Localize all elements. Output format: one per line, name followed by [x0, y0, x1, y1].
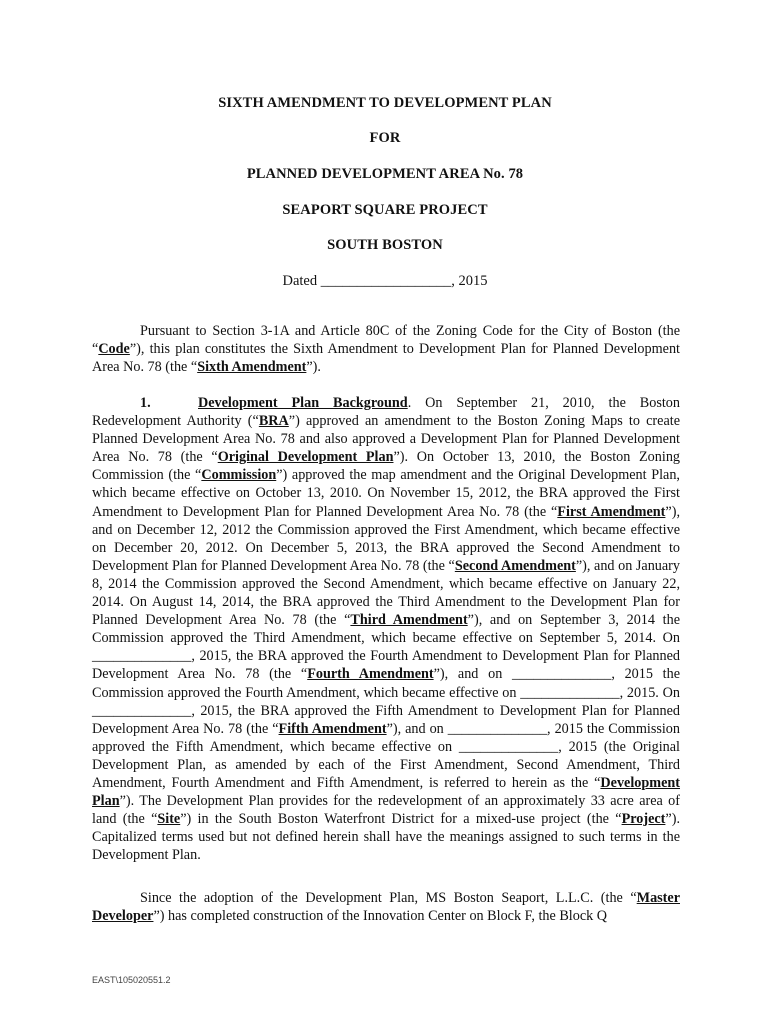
section-1-paragraph: 1. Development Plan Background. On September 21, 2010, the Boston Redevelopment Authority (“BRA”) approved an amendment to the Boston Zoning Maps to create Planned Development Area No. 78 and also approved a Development Plan for Planned Development Area No. 78 (the “Original Development Plan”). On October 13, 2010, the Boston Zoning Commission (the “Commission”) approved the map amendment and the Original Development Plan, which became effective on October 13, 2010. On November 15, 2012, the BRA approved the First Amendment to Development Plan for Planned Development Area No. 78 (the “First Amendment”), and on December 12, 2012 the Commission approved the First Amendment, which became effective on December 20, 2012. On December 5, 2013, the BRA approved the Second Amendment to Development Plan for Planned Development Area No. 78 (the “Second Amendment”), and on January 8, 2014 the Commission approved the Second Amendment, which became effective on January 22, 2014. On August 14, 2014, the BRA approved the Third Amendment to the Development Plan for Planned Development Area No. 78 (the “Third Amendment”), and on September 3, 2014 the Commission approved the Third Amendment, which became effective on September 5, 2014. On ______________, 2015, the BRA approved the Fourth Amendment to Development Plan for Planned Development Area No. 78 (the “Fourth Amendment”), and on ______________, 2015 the Commission approved the Fourth Amendment, which became effective on ______________, 2015. On ______________, 2015, the BRA approved the Fifth Amendment to Development Plan for Planned Development Area No. 78 (the “Fifth Amendment”), and on ______________, 2015 the Commission approved the Fifth Amendment, which became effective on ______________, 2015 (the Original Development Plan, as amended by each of the First Amendment, Second Amendment, Third Amendment, Fourth Amendment and Fifth Amendment, is referred to herein as the “Development Plan”). The Development Plan provides for the redevelopment of an approximately 33 acre area of land (the “Site”) in the South Boston Waterfront District for a mixed-use project (the “Project”). Capitalized terms used but not defined herein shall have the meanings assigned to such terms in the Development Plan.	[92, 395, 681, 864]
defined-term-fifth-amendment: Fifth Amendment	[278, 720, 387, 737]
title-line-3: PLANNED DEVELOPMENT AREA No. 78	[246, 166, 524, 182]
defined-term-development-plan: Development Plan	[92, 774, 680, 810]
title-line-1: SIXTH AMENDMENT TO DEVELOPMENT PLAN	[218, 95, 552, 111]
defined-term-original-plan: Original Development Plan	[217, 449, 394, 466]
title-line-2: FOR	[369, 130, 401, 146]
section-heading: Development Plan Background	[198, 395, 408, 411]
defined-term-bra: BRA	[258, 413, 289, 430]
title-line-5: SOUTH BOSTON	[327, 237, 443, 253]
paragraph-3: Since the adoption of the Development Plan, MS Boston Seaport, L.L.C. (the “Master Developer”) has completed construction of the Innovation Center on Block F, the Block Q	[92, 890, 680, 925]
defined-term-commission: Commission	[201, 467, 277, 484]
defined-term-sixth-amendment: Sixth Amendment	[197, 359, 307, 376]
defined-term-code: Code	[98, 341, 130, 358]
defined-term-fourth-amendment: Fourth Amendment	[307, 666, 434, 683]
defined-term-second-amendment: Second Amendment	[454, 557, 576, 574]
document-footer-id: EAST\105020551.2	[92, 975, 171, 985]
defined-term-site: Site	[157, 811, 181, 828]
dated-line: Dated __________________, 2015	[282, 273, 488, 289]
defined-term-project: Project	[621, 811, 666, 828]
defined-term-master-developer: Master Developer	[92, 890, 680, 925]
section-number: 1.	[140, 395, 151, 411]
intro-paragraph: Pursuant to Section 3-1A and Article 80C of the Zoning Code for the City of Boston (the “Code”), this plan constitutes the Sixth Amendment to Development Plan for Planned Development Area No. 78 (the “Sixth Amendment”).	[92, 323, 680, 376]
defined-term-third-amendment: Third Amendment	[350, 612, 468, 629]
title-line-4: SEAPORT SQUARE PROJECT	[282, 202, 488, 218]
defined-term-first-amendment: First Amendment	[557, 503, 666, 520]
